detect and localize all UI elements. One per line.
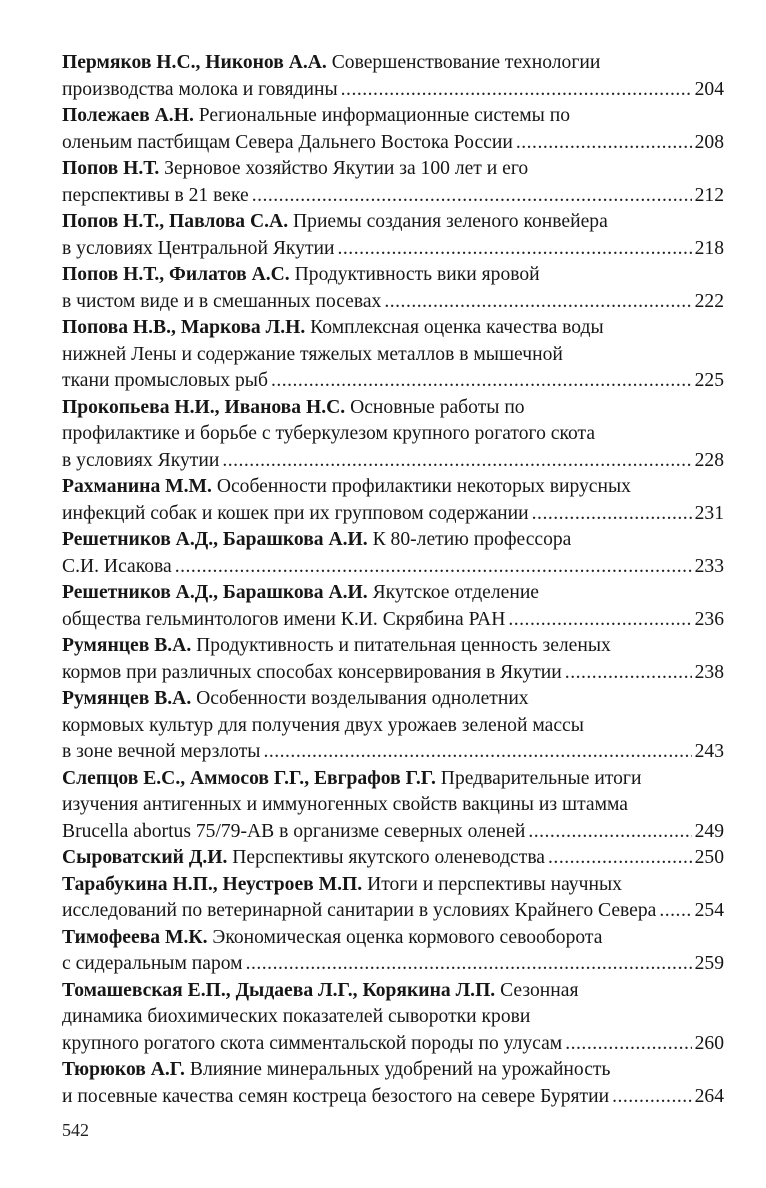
toc-entry [62, 209, 724, 262]
toc-entry [62, 395, 724, 475]
toc-entry-line [62, 395, 724, 422]
toc-entry-line [62, 342, 724, 369]
toc-entry-page: 231 [694, 502, 724, 524]
toc-entry-line [62, 77, 724, 104]
page-number: 542 [62, 1120, 89, 1140]
toc-entry [62, 766, 724, 846]
dot-leader [508, 607, 691, 634]
toc-entry [62, 315, 724, 395]
toc-entry-page: 222 [694, 290, 724, 312]
toc-entry-line [62, 713, 724, 740]
table-of-contents [62, 50, 724, 1110]
toc-entry-page: 254 [694, 900, 724, 921]
toc-entry-line [62, 898, 724, 925]
toc-entry-title-line: Влияние минеральных удобрений на урожайность [189, 1059, 611, 1080]
toc-entry-line [62, 845, 724, 872]
toc-entry-authors: Полежаев А.Н. [62, 105, 194, 126]
dot-leader [659, 898, 691, 925]
toc-entry [62, 50, 724, 103]
toc-entry-title-line: Совершенствование технологии [331, 52, 601, 73]
toc-entry-title-line: и посевные качества семян костреца безостого на севере Бурятии [62, 1085, 610, 1107]
toc-entry-authors: Попов Н.Т., Павлова С.А. [62, 211, 289, 232]
toc-entry-line [62, 925, 724, 952]
toc-entry-page: 250 [694, 847, 724, 868]
toc-entry-line [62, 792, 724, 819]
toc-entry-line [62, 236, 724, 263]
toc-entry [62, 103, 724, 156]
toc-entry-page: 260 [694, 1032, 724, 1054]
toc-entry [62, 686, 724, 766]
toc-entry-title-line: Комплексная оценка качества воды [310, 317, 604, 338]
toc-entry-line [62, 156, 724, 183]
dot-leader [532, 501, 692, 528]
dot-leader [246, 951, 692, 978]
toc-entry-title-line: Итоги и перспективы научных [367, 873, 622, 895]
toc-entry-line [62, 554, 724, 581]
toc-entry-authors: Румянцев В.А. [62, 635, 192, 656]
toc-entry-line [62, 50, 724, 77]
dot-leader [222, 448, 691, 475]
toc-entry-authors: Попов Н.Т. [62, 158, 160, 179]
toc-entry-line [62, 262, 724, 289]
toc-entry-line [62, 315, 724, 342]
toc-entry-page: 208 [694, 131, 724, 153]
toc-entry-line [62, 1084, 724, 1111]
toc-entry-page: 259 [694, 953, 724, 974]
toc-entry-title-line: с сидеральным паром [62, 953, 243, 974]
toc-entry-authors: Слепцов Е.С., Аммосов Г.Г., Евграфов Г.Г. [62, 767, 436, 789]
toc-entry-line [62, 474, 724, 501]
toc-entry-title-line: в зоне вечной мерзлоты [62, 741, 261, 762]
dot-leader [252, 183, 692, 210]
dot-leader [338, 236, 692, 263]
toc-entry-authors: Тимофеева М.К. [62, 926, 208, 948]
toc-entry-title-line: инфекций собак и кошек при их групповом содержании [62, 502, 529, 524]
toc-entry [62, 527, 724, 580]
toc-entry [62, 978, 724, 1058]
toc-entry [62, 845, 724, 872]
dot-leader [565, 1031, 691, 1058]
toc-entry-title-line: Зерновое хозяйство Якутии за 100 лет и его [164, 158, 529, 179]
toc-entry-line [62, 183, 724, 210]
dot-leader [341, 77, 692, 104]
toc-entry-line [62, 130, 724, 157]
toc-entry-line [62, 209, 724, 236]
toc-entry-title-line: исследований по ветеринарной санитарии в условиях Крайнего Севера [62, 900, 657, 921]
toc-entry-line [62, 766, 724, 793]
toc-entry-authors: Румянцев В.А. [62, 688, 192, 709]
dot-leader [612, 1084, 692, 1111]
toc-entry-authors: Решетников А.Д., Барашкова А.И. [62, 582, 368, 603]
toc-entry-title-line: кормов при различных способах консервирования в Якутии [62, 661, 562, 683]
toc-entry-title-line: С.И. Исакова [62, 555, 172, 577]
toc-entry-title-line: изучения антигенных и иммуногенных свойств вакцины из штамма [62, 794, 628, 815]
toc-entry-line [62, 1004, 724, 1031]
toc-entry-line [62, 686, 724, 713]
toc-entry-title-line: Brucella abortus 75/79-АВ в организме северных оленей [62, 820, 526, 842]
toc-entry-title-line: Региональные информационные системы по [198, 105, 571, 126]
dot-leader [271, 368, 692, 395]
toc-entry-line [62, 660, 724, 687]
toc-entry-title-line: Предварительные итоги [440, 767, 642, 789]
toc-entry-authors: Сыроватский Д.И. [62, 847, 228, 868]
toc-entry-authors: Пермяков Н.С., Никонов А.А. [62, 52, 327, 73]
toc-entry-title-line: перспективы в 21 веке [62, 184, 249, 206]
toc-entry-line [62, 501, 724, 528]
dot-leader [384, 289, 691, 316]
toc-entry-line [62, 739, 724, 766]
toc-entry-authors: Попов Н.Т., Филатов А.С. [62, 264, 290, 285]
toc-entry-title-line: нижней Лены и содержание тяжелых металлов в мышечной [62, 343, 563, 365]
toc-entry [62, 1057, 724, 1110]
toc-entry-title-line: общества гельминтологов имени К.И. Скрябина РАН [62, 608, 506, 630]
toc-entry-title-line: профилактике и борьбе с туберкулезом крупного рогатого скота [62, 423, 596, 444]
toc-entry-page: 236 [694, 608, 724, 630]
toc-entry-line [62, 978, 724, 1005]
toc-entry-title-line: К 80-летию профессора [372, 529, 572, 550]
toc-entry-line [62, 819, 724, 846]
dot-leader [175, 554, 692, 581]
toc-entry-title-line: оленьим пастбищам Севера Дальнего Востока России [62, 131, 513, 153]
toc-entry-page: 264 [694, 1085, 724, 1107]
toc-entry [62, 474, 724, 527]
toc-entry-page: 225 [694, 370, 724, 391]
toc-entry-title-line: в чистом виде и в смешанных посевах [62, 290, 382, 312]
toc-entry [62, 262, 724, 315]
toc-entry-page: 243 [694, 741, 724, 762]
toc-entry-line [62, 368, 724, 395]
toc-entry-title-line: в условиях Центральной Якутии [62, 237, 335, 259]
toc-entry-page: 218 [694, 237, 724, 259]
toc-entry [62, 633, 724, 686]
toc-entry-title-line: Продуктивность и питательная ценность зеленых [196, 635, 611, 656]
toc-entry-line [62, 421, 724, 448]
toc-entry-line [62, 951, 724, 978]
toc-entry-line [62, 1031, 724, 1058]
dot-leader [516, 130, 692, 157]
toc-entry-title-line: Особенности возделывания однолетних [196, 688, 529, 709]
toc-entry-title-line: динамика биохимических показателей сыворотки крови [62, 1006, 531, 1027]
toc-entry [62, 580, 724, 633]
toc-entry-line [62, 1057, 724, 1084]
toc-entry-line [62, 527, 724, 554]
toc-entry-authors: Решетников А.Д., Барашкова А.И. [62, 529, 368, 550]
toc-entry-authors: Попова Н.В., Маркова Л.Н. [62, 317, 306, 338]
toc-entry-title-line: Продуктивность вики яровой [294, 264, 540, 285]
toc-entry [62, 872, 724, 925]
toc-entry-line [62, 872, 724, 899]
dot-leader [263, 739, 691, 766]
toc-entry-page: 204 [694, 78, 724, 100]
toc-entry-page: 233 [694, 555, 724, 577]
toc-entry-page: 228 [694, 449, 724, 471]
toc-entry-title-line: в условиях Якутии [62, 449, 220, 471]
toc-entry-page: 238 [694, 661, 724, 683]
dot-leader [565, 660, 692, 687]
toc-entry-line [62, 633, 724, 660]
toc-entry-title-line: кормовых культур для получения двух урожаев зеленой массы [62, 714, 584, 736]
toc-entry-line [62, 607, 724, 634]
toc-entry-authors: Томашевская Е.П., Дыдаева Л.Г., Корякина Л.П. [62, 979, 496, 1001]
toc-entry-title-line: Экономическая оценка кормового севооборота [212, 926, 603, 948]
toc-entry [62, 156, 724, 209]
toc-entry-title-line: Сезонная [500, 979, 579, 1001]
toc-entry-line [62, 103, 724, 130]
toc-entry-title-line: Якутское отделение [372, 582, 540, 603]
toc-entry-page: 212 [694, 184, 724, 206]
toc-entry-line [62, 580, 724, 607]
toc-entry-title-line: Основные работы по [350, 396, 525, 418]
toc-entry-title-line: Приемы создания зеленого конвейера [293, 211, 608, 232]
toc-entry-title-line: крупного рогатого скота симментальской породы по улусам [62, 1032, 563, 1054]
toc-entry-authors: Тарабукина Н.П., Неустроев М.П. [62, 873, 363, 895]
toc-entry-authors: Тюрюков А.Г. [62, 1059, 185, 1080]
toc-entry [62, 925, 724, 978]
toc-entry-title-line: производства молока и говядины [62, 78, 338, 100]
toc-entry-title-line: Перспективы якутского оленеводства [232, 847, 546, 868]
toc-entry-page: 249 [694, 820, 724, 842]
dot-leader [548, 845, 692, 872]
toc-entry-line [62, 289, 724, 316]
toc-entry-line [62, 448, 724, 475]
toc-entry-authors: Прокопьева Н.И., Иванова Н.С. [62, 396, 346, 418]
toc-entry-title-line: Особенности профилактики некоторых вирусных [216, 476, 631, 497]
toc-entry-title-line: ткани промысловых рыб [62, 370, 268, 391]
toc-entry-authors: Рахманина М.М. [62, 476, 212, 497]
dot-leader [528, 819, 691, 846]
